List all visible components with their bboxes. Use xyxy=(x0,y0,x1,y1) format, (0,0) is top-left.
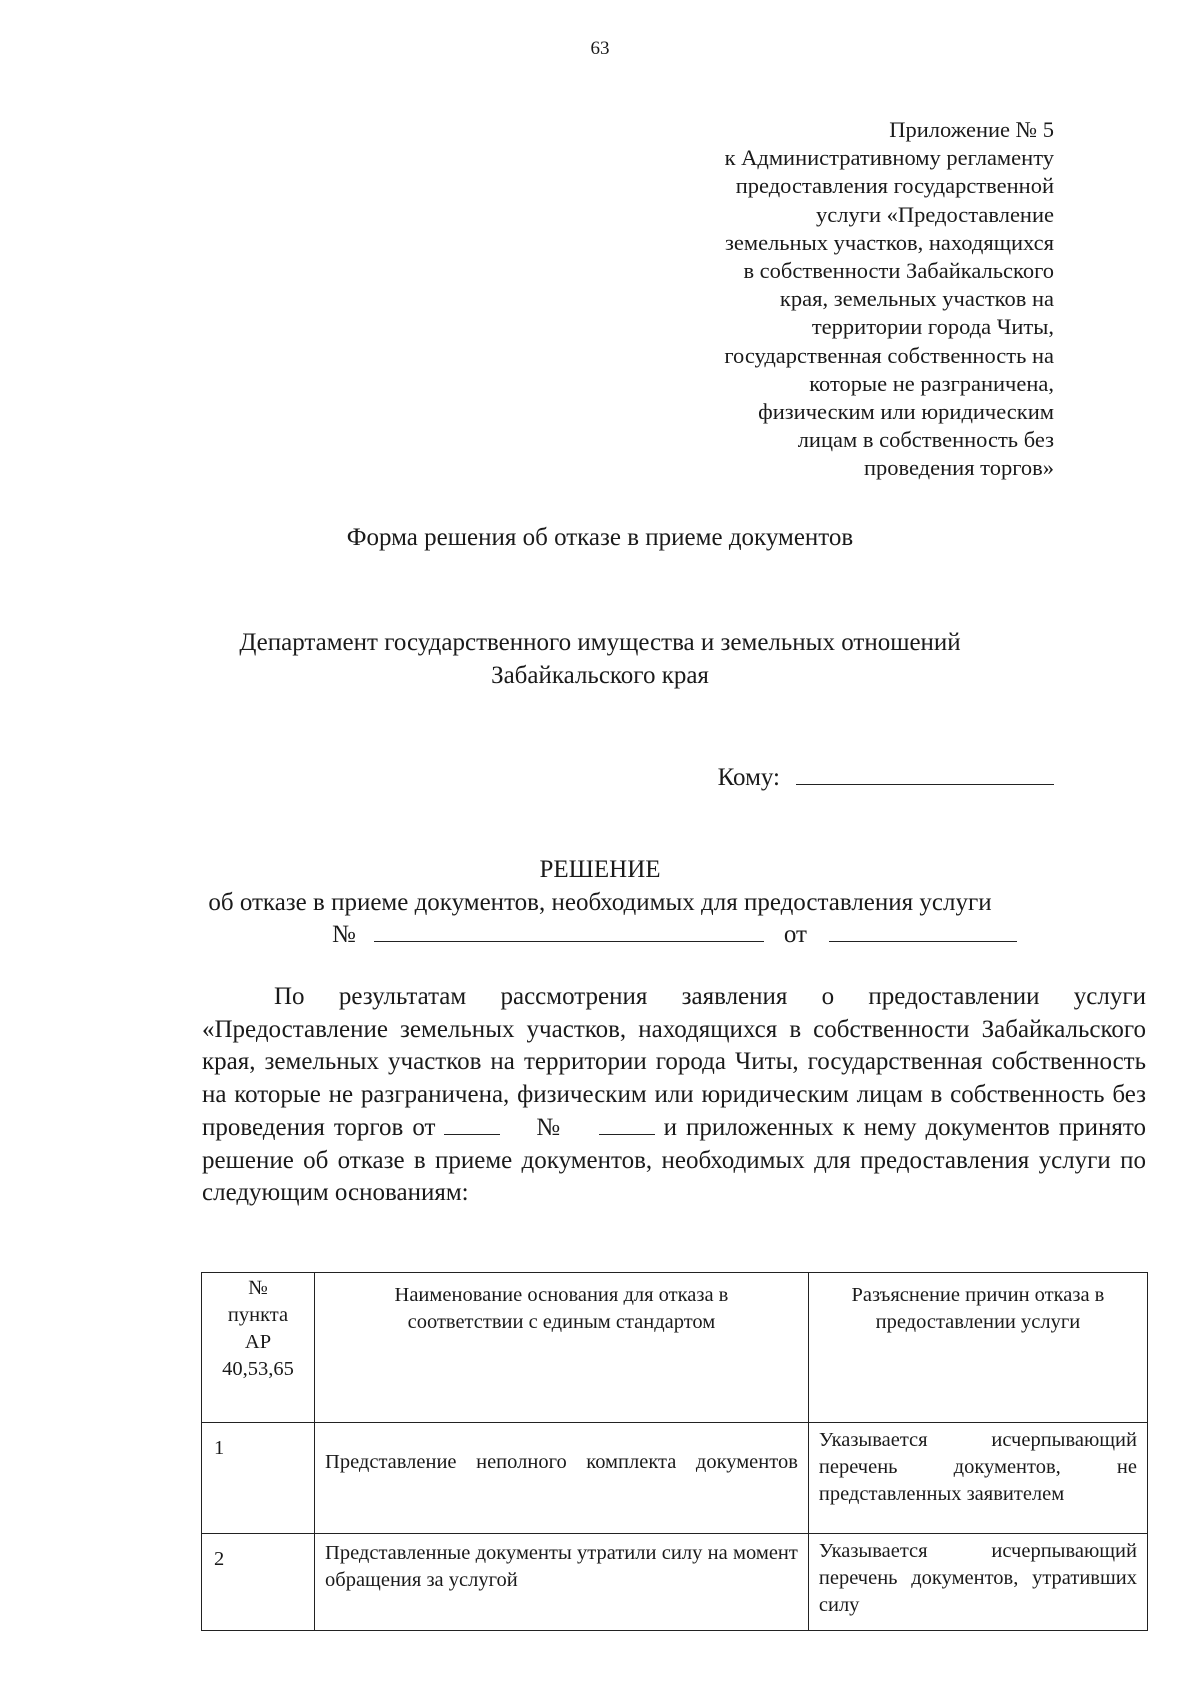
appendix-line: услуги «Предоставление xyxy=(816,201,1054,227)
appendix-line: которые не разграничена, xyxy=(809,370,1054,396)
application-date-blank xyxy=(444,1114,500,1135)
decision-subtitle: об отказе в приеме документов, необходимых для предоставления услуги xyxy=(208,889,992,916)
number-blank-line xyxy=(374,919,764,942)
appendix-line: проведения торгов» xyxy=(863,455,1054,481)
decision-number-line xyxy=(332,919,1017,949)
header-explanation-text: Разъяснение причин отказа в предоставлении услуги xyxy=(851,1284,1105,1333)
department-line-1: Департамент государственного имущества и земельных отношений xyxy=(239,629,961,656)
row-explanation: Указывается исчерпывающий перечень документов, утративших силу xyxy=(808,1534,1147,1631)
body-text-part-2: и приложенных к нему документов принято решение об отказе в приеме документов, необходимых для предоставления услуги по следующим основаниям: xyxy=(202,1113,1147,1207)
body-paragraph xyxy=(202,981,1146,1210)
header-number-line: АР xyxy=(244,1331,272,1353)
header-cell-explanation xyxy=(808,1273,1147,1423)
table-row xyxy=(202,1534,1148,1631)
appendix-line: государственная собственность на xyxy=(724,342,1054,368)
decision-heading xyxy=(0,853,1200,919)
row-number: 1 xyxy=(202,1423,315,1534)
header-number-line: пункта xyxy=(227,1304,289,1326)
row-explanation: Указывается исчерпывающий перечень документов, не представленных заявителем xyxy=(808,1423,1147,1534)
decision-title: РЕШЕНИЕ xyxy=(539,856,661,883)
row-reason: Представление неполного комплекта документов xyxy=(315,1423,809,1534)
department-name xyxy=(0,626,1200,692)
recipient-label: Кому: xyxy=(717,764,780,791)
header-number-line: № xyxy=(248,1277,268,1299)
appendix-line: Приложение № 5 xyxy=(889,117,1054,142)
appendix-note xyxy=(654,116,1054,483)
table-row xyxy=(202,1423,1148,1534)
row-number: 2 xyxy=(202,1534,315,1631)
recipient-blank-line xyxy=(796,762,1054,785)
header-cell-reason xyxy=(315,1273,809,1423)
appendix-line: к Административному регламенту xyxy=(724,145,1054,171)
application-number-blank xyxy=(599,1114,655,1135)
body-text-part-1: По результатам рассмотрения заявления о предоставлении услуги «Предоставление земельных участков, находящихся в собственности Забайкальского края, земельных участков на территории города Читы, государственная собственность на которые не разграничена, физическим или юридическим лицам в собственность без проведения торгов от xyxy=(202,983,1146,1141)
page-number: 63 xyxy=(590,38,610,59)
appendix-line: физическим или юридическим xyxy=(758,399,1054,425)
header-reason-text: Наименование основания для отказа в соответствии с единым стандартом xyxy=(394,1284,729,1333)
department-line-2: Забайкальского края xyxy=(491,662,709,689)
form-title: Форма решения об отказе в приеме документов xyxy=(346,524,854,551)
number-sign: № xyxy=(332,921,356,948)
appendix-line: в собственности Забайкальского xyxy=(743,258,1054,284)
date-label: от xyxy=(783,921,807,948)
recipient-field xyxy=(718,762,1054,792)
row-reason: Представленные документы утратили силу на момент обращения за услугой xyxy=(315,1534,809,1631)
appendix-line: территории города Читы, xyxy=(811,314,1054,340)
refusal-grounds-table xyxy=(201,1272,1148,1631)
date-blank-line xyxy=(829,919,1017,942)
appendix-line: края, земельных участков на xyxy=(779,286,1054,312)
application-number-sign: № xyxy=(536,1113,563,1141)
table-header-row xyxy=(202,1273,1148,1423)
header-number-line: 40,53,65 xyxy=(222,1358,294,1380)
appendix-line: предоставления государственной xyxy=(735,173,1054,199)
appendix-line: земельных участков, находящихся xyxy=(724,229,1054,255)
appendix-line: лицам в собственность без xyxy=(797,427,1054,453)
header-cell-number xyxy=(202,1273,315,1423)
